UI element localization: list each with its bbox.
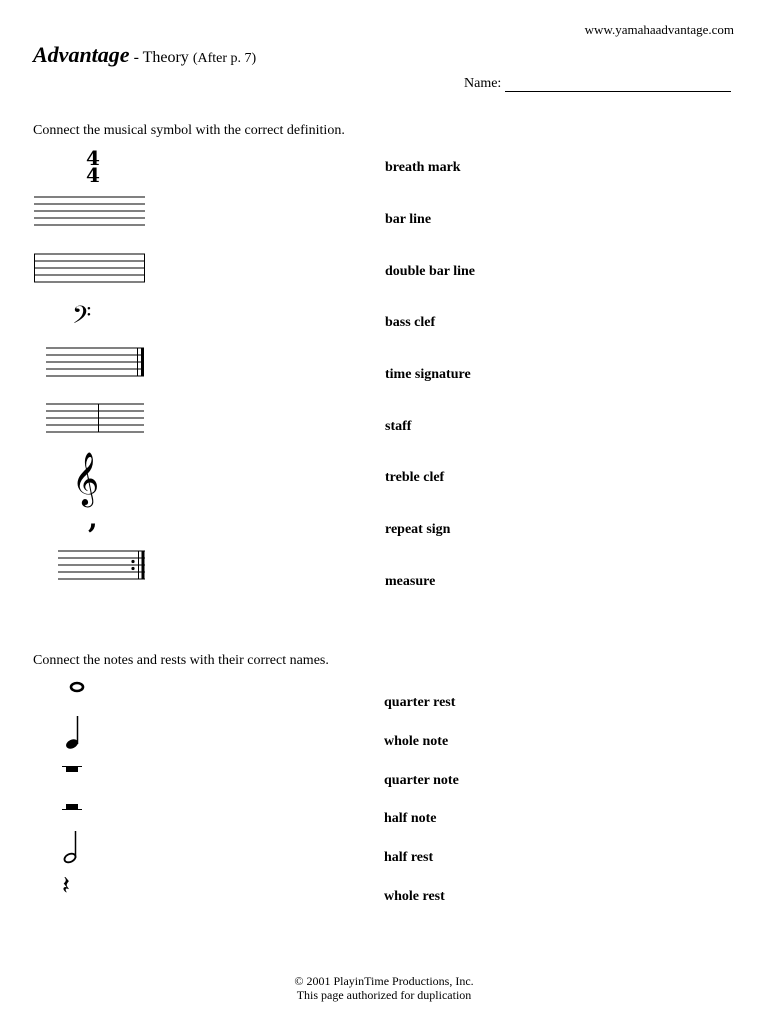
- time-signature-top: 4: [86, 146, 100, 170]
- section1-instruction: Connect the musical symbol with the correct definition.: [33, 123, 345, 138]
- repeat-sign-symbol: [58, 550, 148, 584]
- name-quarter-note: quarter note: [384, 773, 459, 788]
- time-signature-bottom: 4: [86, 163, 100, 187]
- name-half-rest: half rest: [384, 850, 434, 865]
- definition-measure: measure: [385, 574, 436, 589]
- brand-title: Advantage: [33, 42, 130, 67]
- footer: [0, 974, 768, 1002]
- subtitle: - Theory: [129, 49, 193, 66]
- bass-clef-icon: 𝄢: [72, 301, 92, 336]
- definition-double-bar-line: double bar line: [385, 264, 475, 279]
- time-signature-symbol: [80, 148, 110, 188]
- definition-treble-clef: treble clef: [385, 470, 445, 485]
- quarter-note-symbol: [62, 714, 84, 752]
- breath-mark-symbol: [88, 502, 108, 542]
- duplication-notice: This page authorized for duplication: [296, 988, 472, 1002]
- name-label: Name:: [464, 76, 502, 91]
- definition-staff: staff: [385, 419, 412, 434]
- breath-mark-icon: ,: [88, 502, 98, 535]
- treble-clef-icon: 𝄞: [72, 451, 100, 505]
- whole-rest-symbol: [62, 760, 86, 780]
- staff-symbol: [34, 196, 146, 230]
- name-half-note: half note: [384, 811, 437, 826]
- name-field[interactable]: [464, 76, 731, 92]
- definition-time-signature: time signature: [385, 367, 471, 382]
- copyright-text: © 2001 PlayinTime Productions, Inc.: [294, 974, 474, 988]
- half-rest-symbol: [62, 800, 86, 820]
- whole-note-symbol: [68, 680, 88, 694]
- double-bar-line-symbol: [46, 347, 148, 381]
- treble-clef-symbol: [70, 444, 110, 508]
- definition-breath-mark: breath mark: [385, 160, 461, 175]
- quarter-rest-symbol: [62, 870, 82, 904]
- section2-instruction: Connect the notes and rests with their correct names.: [33, 653, 329, 668]
- measure-symbol: [34, 253, 146, 287]
- bar-line-symbol: [46, 403, 148, 437]
- name-quarter-rest: quarter rest: [384, 695, 456, 710]
- half-note-symbol: [60, 828, 82, 866]
- bass-clef-symbol: [72, 298, 108, 338]
- name-whole-rest: whole rest: [384, 889, 445, 904]
- website-url: www.yamahaadvantage.com: [584, 22, 734, 37]
- definition-bar-line: bar line: [385, 212, 432, 227]
- page-reference: (After p. 7): [192, 51, 257, 66]
- worksheet-title: [33, 42, 256, 68]
- definition-repeat-sign: repeat sign: [385, 522, 451, 537]
- name-whole-note: whole note: [384, 734, 449, 749]
- definition-bass-clef: bass clef: [385, 315, 436, 330]
- name-blank-line[interactable]: [505, 77, 731, 92]
- quarter-rest-icon: 𝄽: [62, 871, 70, 901]
